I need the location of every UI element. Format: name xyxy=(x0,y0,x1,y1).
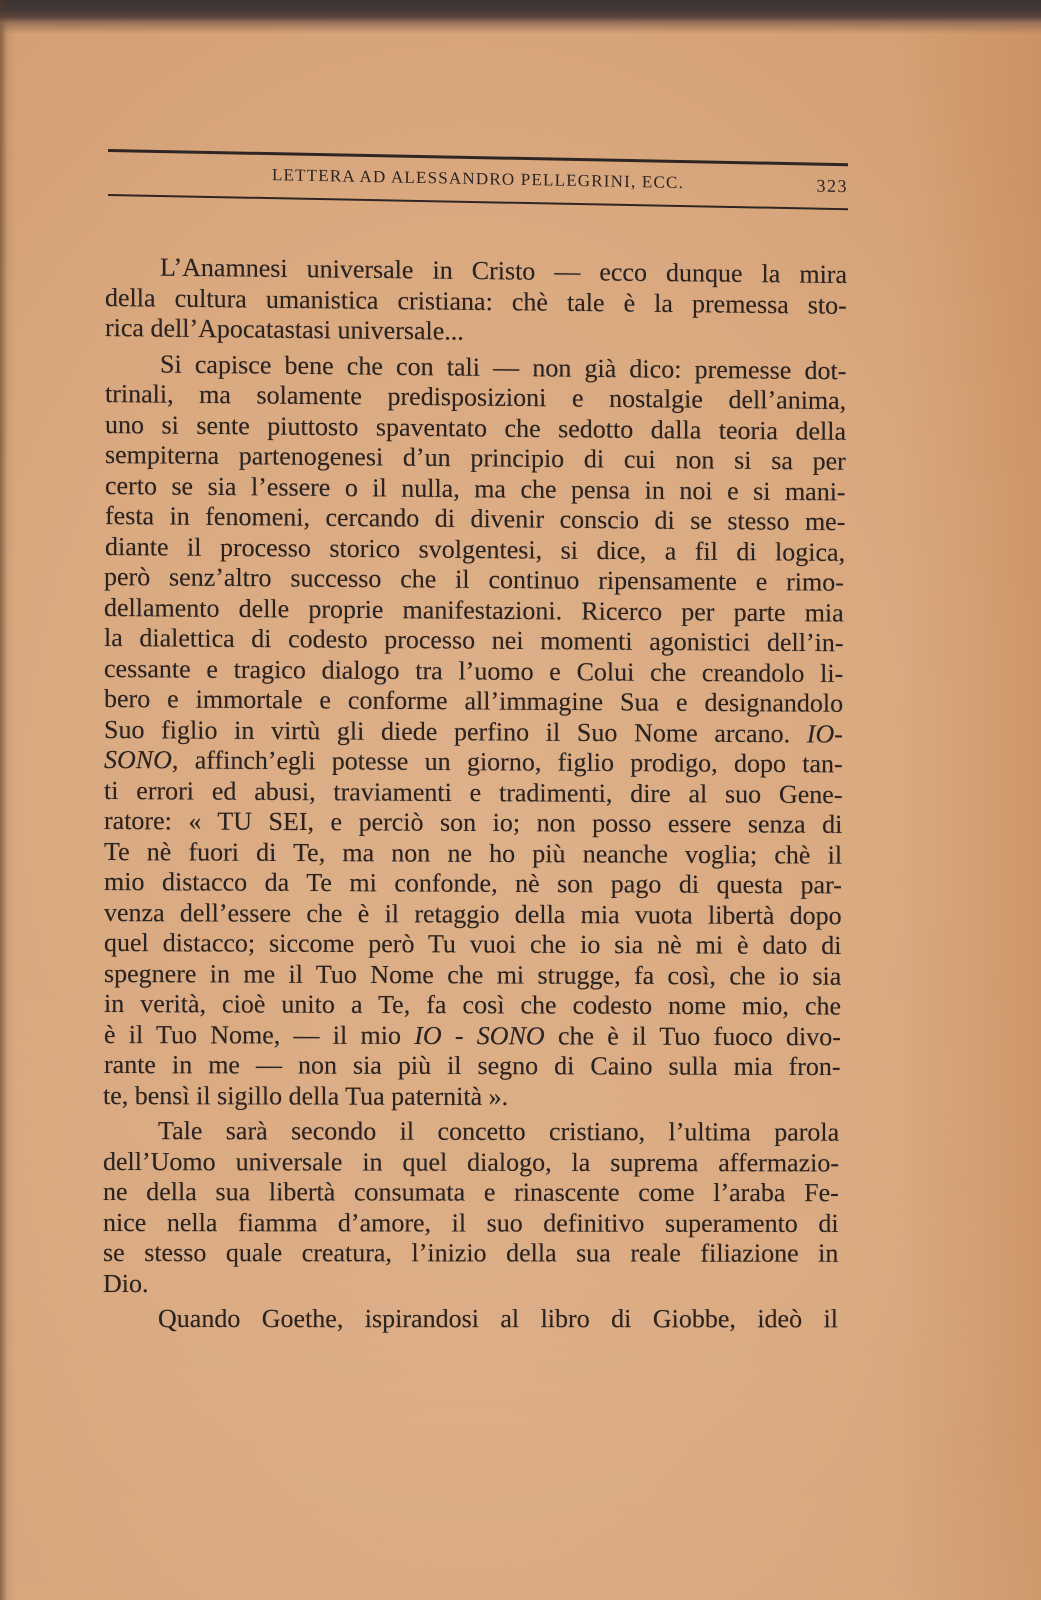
text-line: però senz’altro successo che il continuo ripensamente e rimo- xyxy=(104,562,845,597)
running-head-bottom-rule xyxy=(108,194,848,210)
text-line: Si capisce bene che con tali — non già dico: premesse dot- xyxy=(159,349,847,385)
paragraph xyxy=(105,349,850,1112)
text-line xyxy=(104,1020,841,1053)
body-text xyxy=(105,252,850,1335)
text-line: ne della sua libertà consumata e rinascente come l’araba Fe- xyxy=(103,1177,839,1208)
text-line: in verità, cioè unito a Te, fa così che codesto nome mio, che xyxy=(103,989,841,1021)
text-segment: Suo figlio in virtù gli diede perfino il Suo Nome arcano. xyxy=(104,714,807,748)
text-line: venza dell’essere che è il retaggio della mia vuota libertà dopo xyxy=(103,897,842,930)
text-line: L’Anamnesi universale in Cristo — ecco dunque la mira xyxy=(160,252,847,290)
page-number: 323 xyxy=(816,175,848,197)
text-line: Tale sarà secondo il concetto cristiano, l’ultima parola xyxy=(158,1116,840,1147)
text-line: quel distacco; siccome però Tu vuoi che io sia nè mi è dato di xyxy=(103,928,842,960)
text-line: Quando Goethe, ispirandosi al libro di Giobbe, ideò il xyxy=(158,1304,838,1334)
text-line xyxy=(104,715,843,750)
text-line: nice nella fiamma d’amore, il suo definitivo superamento di xyxy=(103,1207,839,1238)
text-segment: che è il Tuo fuoco divo- xyxy=(544,1020,841,1051)
text-line: se stesso quale creatura, l’inizio della sua reale filiazione in xyxy=(103,1238,839,1268)
page-top-edge xyxy=(0,0,1041,34)
running-head-title: LETTERA AD ALESSANDRO PELLEGRINI, ECC. xyxy=(271,165,685,193)
text-line: cessante e tragico dialogo tra l’uomo e Colui che creandolo li- xyxy=(104,653,844,688)
text-segment: è il Tuo Nome, — il mio xyxy=(103,1019,414,1050)
text-line: festa in fenomeni, cercando di divenir conscio di se stesso me- xyxy=(104,501,845,537)
text-line: certo se sia l’essere o il nulla, ma che pensa in noi e si mani- xyxy=(104,470,846,506)
text-line: della cultura umanistica cristiana: chè tale è la premessa sto- xyxy=(104,282,847,320)
italic-text: SONO xyxy=(104,745,173,775)
page-left-edge xyxy=(0,0,8,1600)
text-line: bero e immortale e conforme all’immagine Sua e designandolo xyxy=(104,684,844,718)
text-line: Te nè fuori di Te, ma non ne ho più neanche voglia; chè il xyxy=(103,836,842,870)
paragraph xyxy=(105,252,850,344)
text-line: rante in me — non sia più il segno di Caino sulla mia fron- xyxy=(103,1050,841,1082)
text-line: dellamento delle proprie manifestazioni. Ricerco per parte mia xyxy=(104,592,845,627)
text-line: ti errori ed abusi, traviamenti e tradimenti, dire al suo Gene- xyxy=(104,775,843,809)
text-line: te, bensì il sigillo della Tua paternità ». xyxy=(103,1080,509,1111)
paragraph xyxy=(105,1304,850,1335)
text-line: Dio. xyxy=(103,1268,149,1298)
text-line: diante il processo storico svolgentesi, si dice, a fil di logica, xyxy=(104,531,845,567)
text-line: dell’Uomo universale in quel dialogo, la suprema affermazio- xyxy=(103,1146,840,1177)
italic-text: IO- xyxy=(806,718,843,749)
text-line: spegnere in me il Tuo Nome che mi strugge, fa così, che io sia xyxy=(103,958,841,991)
text-line xyxy=(104,745,843,780)
text-segment: , affinch’egli potesse un giorno, figlio prodigo, dopo tan- xyxy=(172,745,843,779)
text-line: sempiterna partenogenesi d’un principio di cui non si sa per xyxy=(104,440,846,476)
italic-text: IO - SONO xyxy=(413,1020,545,1050)
text-line: la dialettica di codesto processo nei momenti agonistici dell’in- xyxy=(104,623,844,658)
running-head xyxy=(108,149,848,213)
text-line: uno si sente piuttosto spaventato che sedotto dalla teoria della xyxy=(104,409,846,446)
text-line: ratore: « TU SEI, e perciò son io; non posso essere senza di xyxy=(103,806,843,839)
text-line: rica dell’Apocatastasi universale... xyxy=(104,313,464,346)
text-line: mio distacco da Te mi confonde, nè son pago di questa par- xyxy=(103,867,842,900)
text-line: trinali, ma solamente predisposizioni e nostalgie dell’anima, xyxy=(104,379,846,416)
paragraph xyxy=(105,1116,850,1299)
